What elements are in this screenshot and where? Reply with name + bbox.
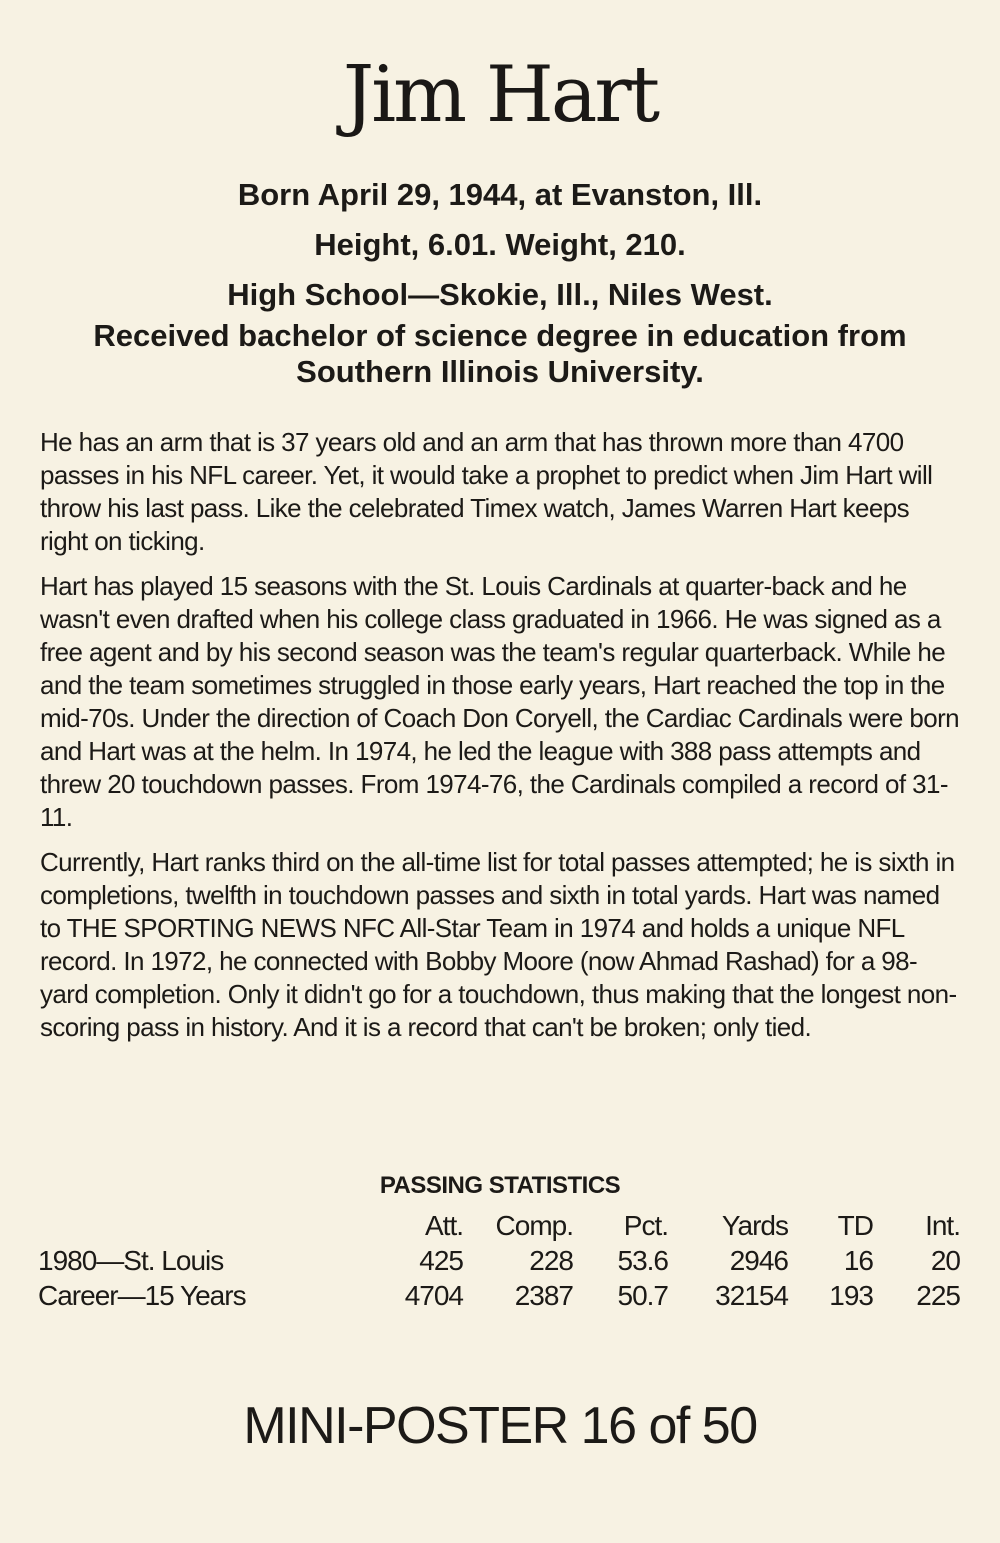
- table-row: [38, 1243, 960, 1278]
- cell-int: 20: [930, 1245, 960, 1276]
- col-header-td: TD: [837, 1210, 873, 1241]
- cell-yards: 32154: [715, 1280, 788, 1311]
- col-header-comp: Comp.: [495, 1210, 573, 1241]
- row-label: Career—15 Years: [38, 1280, 246, 1311]
- degree-info: Received bachelor of science degree in education from Southern Illinois University.: [93, 318, 907, 389]
- table-row: [38, 1278, 960, 1313]
- passing-stats-table: [38, 1208, 960, 1313]
- cell-pct: 53.6: [617, 1245, 668, 1276]
- col-header-int: Int.: [925, 1210, 960, 1241]
- cell-comp: 2387: [514, 1280, 573, 1311]
- cell-int: 225: [916, 1280, 960, 1311]
- cell-td: 193: [829, 1280, 873, 1311]
- biography: [40, 426, 960, 1056]
- cell-att: 425: [419, 1245, 463, 1276]
- high-school: High School—Skokie, Ill., Niles West.: [227, 277, 773, 312]
- row-label: 1980—St. Louis: [38, 1245, 224, 1276]
- bio-paragraph: Hart has played 15 seasons with the St. Louis Cardinals at quarter-back and he wasn't even drafted when his college class graduated in 1966. He was signed as a free agent and by his second season was the team's regular quarterback. While he and the team sometimes struggled in those early years, Hart reached the top in the mid-70s. Under the direction of Coach Don Coryell, the Cardiac Cardinals were born and Hart was at the helm. In 1974, he led the league with 388 pass attempts and threw 20 touchdown passes. From 1974-76, the Cardinals compiled a record of 31-11.: [40, 571, 960, 832]
- col-header-pct: Pct.: [623, 1210, 668, 1241]
- player-facts: [0, 170, 1000, 320]
- cell-att: 4704: [404, 1280, 463, 1311]
- poster-number: MINI-POSTER 16 of 50: [243, 1397, 757, 1455]
- col-header-att: Att.: [424, 1210, 463, 1241]
- birth-info: Born April 29, 1944, at Evanston, Ill.: [237, 177, 763, 212]
- bio-paragraph: Currently, Hart ranks third on the all-time list for total passes attempted; he is sixth in completions, twelfth in touchdown passes and sixth in total yards. Hart was named to THE SPORTING NEWS NFC All-Star Team in 1974 and holds a unique NFL record. In 1972, he connected with Bobby Moore (now Ahmad Rashad) for a 98-yard completion. Only it didn't go for a touchdown, thus making that the longest non-scoring pass in history. And it is a record that can't be broken; only tied.: [40, 847, 957, 1042]
- cell-yards: 2946: [729, 1245, 788, 1276]
- col-header-yards: Yards: [721, 1210, 788, 1241]
- cell-comp: 228: [529, 1245, 573, 1276]
- bio-paragraph: He has an arm that is 37 years old and an arm that has thrown more than 4700 passes in his NFL career. Yet, it would take a prophet to predict when Jim Hart will throw his last pass. Like the celebrated Timex watch, James Warren Hart keeps right on ticking.: [40, 427, 933, 556]
- height-weight: Height, 6.01. Weight, 210.: [314, 227, 686, 262]
- cell-pct: 50.7: [617, 1280, 668, 1311]
- stats-header-row: [38, 1208, 960, 1243]
- cell-td: 16: [843, 1245, 873, 1276]
- stats-title: PASSING STATISTICS: [379, 1172, 621, 1199]
- player-name: Jim Hart: [342, 50, 658, 140]
